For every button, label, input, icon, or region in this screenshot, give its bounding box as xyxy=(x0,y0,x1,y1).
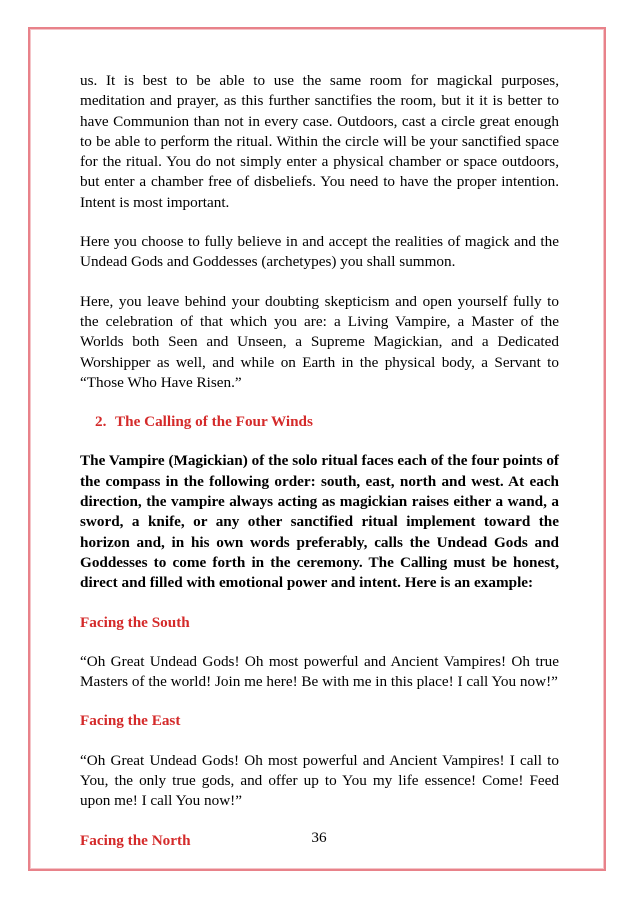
heading-facing-east: Facing the East xyxy=(80,712,181,730)
invocation-east: “Oh Great Undead Gods! Oh most powerful and Ancient Vampires! I call to You, the only true gods, and offer up to You my life essence! Come! Feed upon me! I call You now!” xyxy=(80,751,559,810)
page-content xyxy=(80,71,559,870)
paragraph-believe: Here you choose to fully believe in and accept the realities of magick and the Undead Gods and Goddesses (archetypes) you shall summon. xyxy=(80,233,559,271)
section-number: 2. xyxy=(95,413,107,431)
heading-facing-south: Facing the South xyxy=(80,613,190,631)
section-heading xyxy=(80,412,559,432)
page-number: 36 xyxy=(311,829,327,846)
section-title: The Calling of the Four Winds xyxy=(115,413,313,431)
heading-facing-north: Facing the North xyxy=(80,831,191,849)
ritual-instruction: The Vampire (Magickian) of the solo ritual faces each of the four points of the compass in the following order: south, east, north and west. At each direction, the vampire always acting as magickian raises either a wand, a sword, a knife, or any other sanctified ritual implement toward the horizon and, in his own words preferably, calls the Undead Gods and Goddesses to come forth in the ceremony. The Calling must be honest, direct and filled with emotional power and intent. Here is an example: xyxy=(80,452,559,592)
paragraph-circle-space: us. It is best to be able to use the same room for magickal purposes, meditation and prayer, as this further sanctifies the room, but it it is better to have Communion than not in every case. Outdoors, cast a circle great enough to be able to perform the ritual. Within the circle will be your sanctified space for the ritual. You do not simply enter a physical chamber or space outdoors, but enter a chamber free of disbeliefs. You need to have the proper intention. Intent is most important. xyxy=(80,72,559,211)
invocation-south: “Oh Great Undead Gods! Oh most powerful and Ancient Vampires! Oh true Masters of the world! Join me here! Be with me in this place! I call You now!” xyxy=(80,652,559,691)
paragraph-leave-skepticism: Here, you leave behind your doubting skepticism and open yourself fully to the celebration of that which you are: a Living Vampire, a Master of the Worlds both Seen and Unseen, a Supreme Magickian, and a Dedicated Worshipper as well, and while on Earth in the physical body, a Servant to “Those Who Have Risen.” xyxy=(80,292,559,391)
